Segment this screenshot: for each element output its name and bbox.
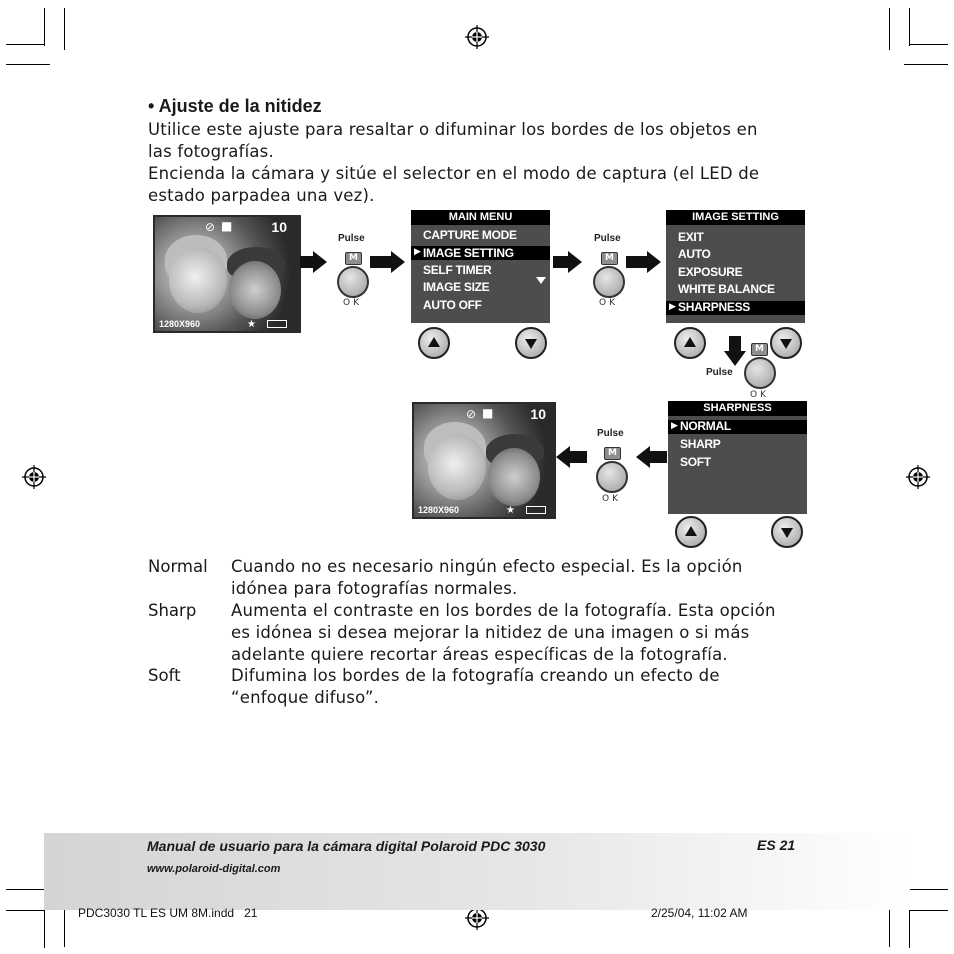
menu-item-soft[interactable]: SOFT bbox=[680, 455, 711, 469]
menu-item-sharpness[interactable]: SHARPNESS bbox=[678, 300, 750, 314]
option-desc-line: Difumina los bordes de la fotografía creando un efecto de bbox=[231, 666, 720, 685]
flow-arrow-2-head bbox=[391, 251, 405, 273]
slug-file: PDC3030 TL ES UM 8M.indd 21 bbox=[78, 906, 258, 920]
sharpness-title: SHARPNESS bbox=[668, 401, 807, 416]
menu-item-image-setting[interactable]: IMAGE SETTING bbox=[423, 246, 514, 260]
ok-button[interactable] bbox=[744, 357, 776, 389]
m-button-icon: M bbox=[604, 447, 621, 460]
pulse-label-2: Pulse bbox=[594, 233, 621, 244]
menu-item-exposure[interactable]: EXPOSURE bbox=[678, 265, 743, 279]
section-heading: • Ajuste de la nitidez bbox=[148, 96, 322, 116]
intro-line-1: Utilice este ajuste para resaltar o difuminar los bordes de los objetos en bbox=[148, 120, 758, 139]
ok-button[interactable] bbox=[596, 461, 628, 493]
up-button[interactable] bbox=[418, 327, 450, 359]
option-term-soft: Soft bbox=[148, 666, 181, 685]
camera-preview-screen-result bbox=[412, 402, 556, 519]
intro-line-4: estado parpadea una vez). bbox=[148, 186, 375, 205]
option-desc-line: idónea para fotografías normales. bbox=[231, 579, 518, 598]
selection-arrow-icon: ▶ bbox=[669, 302, 676, 312]
down-button[interactable] bbox=[515, 327, 547, 359]
ok-button[interactable] bbox=[593, 266, 625, 298]
pulse-label-3: Pulse bbox=[706, 367, 733, 378]
flow-arrow-down bbox=[729, 336, 741, 352]
image-setting-title: IMAGE SETTING bbox=[666, 210, 805, 225]
selection-arrow-icon: ▶ bbox=[671, 421, 678, 431]
menu-item-white-balance[interactable]: WHITE BALANCE bbox=[678, 282, 775, 296]
option-term-normal: Normal bbox=[148, 557, 208, 576]
intro-line-3: Encienda la cámara y sitúe el selector en el modo de captura (el LED de bbox=[148, 164, 760, 183]
flow-arrow-3-head bbox=[568, 251, 582, 273]
shots-remaining: 10 bbox=[530, 406, 546, 422]
m-button-icon: M bbox=[751, 343, 768, 356]
footer-title: Manual de usuario para la cámara digital Polaroid PDC 3030 bbox=[147, 838, 546, 854]
camera-preview-screen bbox=[153, 215, 301, 333]
quality-star-icon: ★ bbox=[506, 505, 515, 516]
option-term-sharp: Sharp bbox=[148, 601, 197, 620]
registration-mark-top-icon bbox=[465, 25, 489, 49]
flow-arrow-6 bbox=[649, 451, 667, 463]
menu-item-normal[interactable]: NORMAL bbox=[680, 419, 731, 433]
battery-icon bbox=[526, 506, 546, 514]
flow-arrow-4 bbox=[626, 256, 648, 268]
menu-item-sharp[interactable]: SHARP bbox=[680, 437, 721, 451]
m-button-icon: M bbox=[345, 252, 362, 265]
up-button[interactable] bbox=[674, 327, 706, 359]
m-button-icon: M bbox=[601, 252, 618, 265]
pulse-label-1: Pulse bbox=[338, 233, 365, 244]
down-button[interactable] bbox=[770, 327, 802, 359]
option-desc-line: “enfoque difuso”. bbox=[231, 688, 380, 707]
selection-arrow-icon: ▶ bbox=[414, 247, 421, 257]
ok-label: OK bbox=[602, 494, 621, 504]
flow-arrow-2 bbox=[370, 256, 392, 268]
flow-arrow-6-head bbox=[636, 446, 650, 468]
flow-arrow-3 bbox=[553, 256, 569, 268]
slug-date: 2/25/04, 11:02 AM bbox=[651, 906, 748, 920]
main-menu-title: MAIN MENU bbox=[411, 210, 550, 225]
ok-label: OK bbox=[599, 298, 618, 308]
flow-arrow-down-head bbox=[724, 351, 746, 366]
menu-item-image-size[interactable]: IMAGE SIZE bbox=[423, 280, 490, 294]
registration-mark-right-icon bbox=[906, 465, 930, 489]
menu-item-auto-off[interactable]: AUTO OFF bbox=[423, 298, 482, 312]
image-setting-screen bbox=[666, 210, 805, 323]
flash-off-icon: ⊘ bbox=[466, 407, 477, 421]
option-desc-line: es idónea si desea mejorar la nitidez de una imagen o si más bbox=[231, 623, 750, 642]
option-desc-line: Cuando no es necesario ningún efecto especial. Es la opción bbox=[231, 557, 743, 576]
flow-arrow-1 bbox=[300, 256, 314, 268]
scroll-down-icon bbox=[536, 277, 546, 284]
flow-arrow-4-head bbox=[647, 251, 661, 273]
intro-line-2: las fotografías. bbox=[148, 142, 274, 161]
flow-arrow-1-head bbox=[313, 251, 327, 273]
camera-mode-icon: ■ bbox=[482, 406, 494, 420]
option-desc-line: adelante quiere recortar áreas específicas de la fotografía. bbox=[231, 645, 728, 664]
flash-off-icon: ⊘ bbox=[205, 220, 216, 234]
ok-label: OK bbox=[750, 390, 769, 400]
registration-mark-left-icon bbox=[22, 465, 46, 489]
resolution-label: 1280X960 bbox=[418, 505, 460, 515]
down-button[interactable] bbox=[771, 516, 803, 548]
flow-arrow-5-head bbox=[556, 446, 570, 468]
pulse-label-4: Pulse bbox=[597, 428, 624, 439]
ok-label: OK bbox=[343, 298, 362, 308]
flow-arrow-5 bbox=[569, 451, 587, 463]
page-number: ES 21 bbox=[757, 837, 796, 853]
shots-remaining: 10 bbox=[271, 219, 287, 235]
sharpness-screen bbox=[668, 401, 807, 514]
option-desc-line: Aumenta el contraste en los bordes de la fotografía. Esta opción bbox=[231, 601, 776, 620]
up-button[interactable] bbox=[675, 516, 707, 548]
menu-item-auto[interactable]: AUTO bbox=[678, 247, 711, 261]
ok-button[interactable] bbox=[337, 266, 369, 298]
menu-item-exit[interactable]: EXIT bbox=[678, 230, 704, 244]
resolution-label: 1280X960 bbox=[159, 319, 201, 329]
battery-icon bbox=[267, 320, 287, 328]
quality-star-icon: ★ bbox=[247, 319, 256, 330]
footer-url[interactable]: www.polaroid-digital.com bbox=[147, 863, 281, 875]
camera-mode-icon: ■ bbox=[221, 219, 233, 233]
main-menu-screen bbox=[411, 210, 550, 323]
menu-item-capture-mode[interactable]: CAPTURE MODE bbox=[423, 228, 517, 242]
menu-item-self-timer[interactable]: SELF TIMER bbox=[423, 263, 492, 277]
